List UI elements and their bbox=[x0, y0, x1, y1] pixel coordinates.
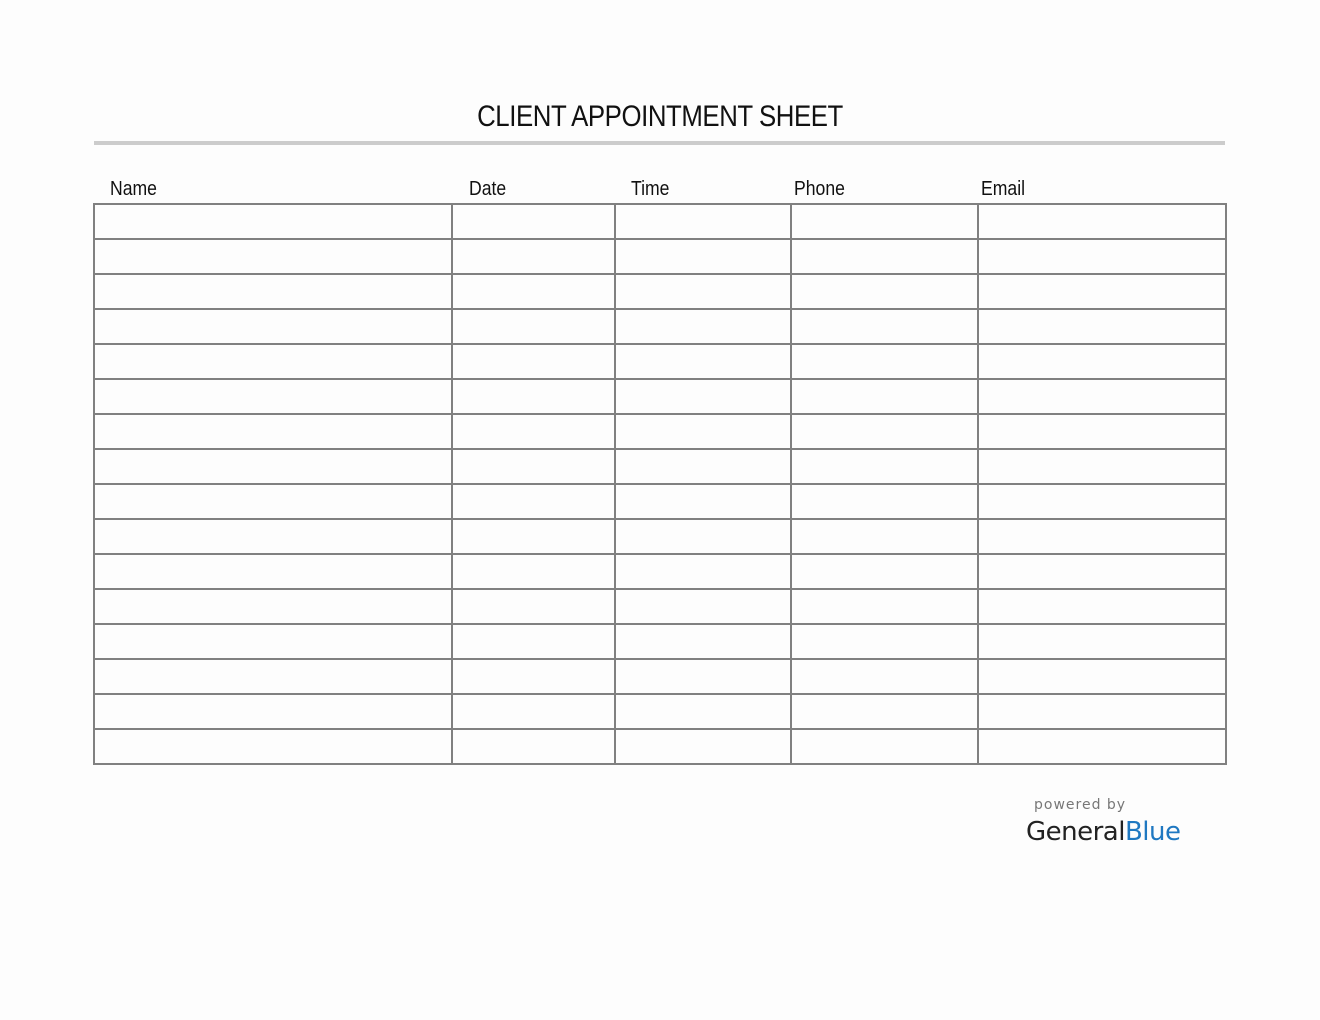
cell-date[interactable] bbox=[452, 589, 615, 624]
cell-date[interactable] bbox=[452, 659, 615, 694]
cell-date[interactable] bbox=[452, 344, 615, 379]
table-row bbox=[94, 694, 1226, 729]
brand-name-general: General bbox=[1026, 817, 1125, 847]
cell-name[interactable] bbox=[94, 729, 452, 764]
cell-date[interactable] bbox=[452, 729, 615, 764]
cell-email[interactable] bbox=[978, 484, 1226, 519]
cell-name[interactable] bbox=[94, 484, 452, 519]
column-header-phone: Phone bbox=[794, 178, 845, 200]
table-row bbox=[94, 344, 1226, 379]
table-row bbox=[94, 519, 1226, 554]
cell-phone[interactable] bbox=[791, 204, 978, 239]
table-row bbox=[94, 274, 1226, 309]
cell-name[interactable] bbox=[94, 239, 452, 274]
cell-name[interactable] bbox=[94, 414, 452, 449]
cell-name[interactable] bbox=[94, 309, 452, 344]
table-row bbox=[94, 729, 1226, 764]
cell-date[interactable] bbox=[452, 554, 615, 589]
cell-phone[interactable] bbox=[791, 414, 978, 449]
cell-time[interactable] bbox=[615, 239, 791, 274]
cell-phone[interactable] bbox=[791, 519, 978, 554]
cell-email[interactable] bbox=[978, 449, 1226, 484]
cell-phone[interactable] bbox=[791, 729, 978, 764]
cell-time[interactable] bbox=[615, 344, 791, 379]
cell-time[interactable] bbox=[615, 204, 791, 239]
brand-name bbox=[1026, 816, 1181, 848]
cell-name[interactable] bbox=[94, 694, 452, 729]
powered-by-label: powered by bbox=[1034, 797, 1127, 813]
cell-time[interactable] bbox=[615, 309, 791, 344]
cell-date[interactable] bbox=[452, 379, 615, 414]
cell-email[interactable] bbox=[978, 414, 1226, 449]
cell-time[interactable] bbox=[615, 694, 791, 729]
cell-date[interactable] bbox=[452, 449, 615, 484]
table-row bbox=[94, 309, 1226, 344]
cell-email[interactable] bbox=[978, 659, 1226, 694]
appointment-table bbox=[93, 203, 1227, 765]
cell-phone[interactable] bbox=[791, 274, 978, 309]
cell-phone[interactable] bbox=[791, 659, 978, 694]
cell-email[interactable] bbox=[978, 309, 1226, 344]
general-blue-logo bbox=[1026, 796, 1196, 852]
brand-name-blue: Blue bbox=[1124, 817, 1181, 847]
cell-name[interactable] bbox=[94, 659, 452, 694]
table-row bbox=[94, 239, 1226, 274]
cell-date[interactable] bbox=[452, 519, 615, 554]
appointment-table-body bbox=[94, 204, 1226, 764]
cell-name[interactable] bbox=[94, 274, 452, 309]
cell-time[interactable] bbox=[615, 554, 791, 589]
table-row bbox=[94, 554, 1226, 589]
cell-email[interactable] bbox=[978, 204, 1226, 239]
cell-date[interactable] bbox=[452, 274, 615, 309]
cell-name[interactable] bbox=[94, 554, 452, 589]
cell-name[interactable] bbox=[94, 589, 452, 624]
cell-time[interactable] bbox=[615, 414, 791, 449]
column-headers bbox=[0, 176, 1320, 202]
column-header-time: Time bbox=[631, 178, 670, 200]
cell-phone[interactable] bbox=[791, 484, 978, 519]
cell-time[interactable] bbox=[615, 589, 791, 624]
cell-time[interactable] bbox=[615, 484, 791, 519]
cell-email[interactable] bbox=[978, 379, 1226, 414]
cell-time[interactable] bbox=[615, 274, 791, 309]
cell-phone[interactable] bbox=[791, 344, 978, 379]
cell-date[interactable] bbox=[452, 239, 615, 274]
table-row bbox=[94, 414, 1226, 449]
table-row bbox=[94, 659, 1226, 694]
cell-phone[interactable] bbox=[791, 694, 978, 729]
cell-date[interactable] bbox=[452, 694, 615, 729]
column-header-date: Date bbox=[469, 178, 507, 200]
cell-date[interactable] bbox=[452, 309, 615, 344]
cell-email[interactable] bbox=[978, 239, 1226, 274]
cell-time[interactable] bbox=[615, 449, 791, 484]
cell-date[interactable] bbox=[452, 204, 615, 239]
cell-phone[interactable] bbox=[791, 554, 978, 589]
cell-name[interactable] bbox=[94, 204, 452, 239]
cell-phone[interactable] bbox=[791, 379, 978, 414]
cell-time[interactable] bbox=[615, 379, 791, 414]
table-row bbox=[94, 379, 1226, 414]
cell-name[interactable] bbox=[94, 344, 452, 379]
cell-phone[interactable] bbox=[791, 309, 978, 344]
cell-time[interactable] bbox=[615, 519, 791, 554]
cell-email[interactable] bbox=[978, 624, 1226, 659]
table-row bbox=[94, 449, 1226, 484]
cell-email[interactable] bbox=[978, 729, 1226, 764]
cell-email[interactable] bbox=[978, 344, 1226, 379]
cell-email[interactable] bbox=[978, 694, 1226, 729]
column-header-email: Email bbox=[981, 178, 1026, 200]
table-row bbox=[94, 484, 1226, 519]
cell-date[interactable] bbox=[452, 414, 615, 449]
cell-date[interactable] bbox=[452, 624, 615, 659]
cell-time[interactable] bbox=[615, 659, 791, 694]
column-header-name: Name bbox=[110, 178, 157, 200]
cell-name[interactable] bbox=[94, 624, 452, 659]
cell-phone[interactable] bbox=[791, 449, 978, 484]
cell-email[interactable] bbox=[978, 589, 1226, 624]
table-row bbox=[94, 624, 1226, 659]
cell-name[interactable] bbox=[94, 379, 452, 414]
table-row bbox=[94, 204, 1226, 239]
cell-phone[interactable] bbox=[791, 239, 978, 274]
cell-phone[interactable] bbox=[791, 624, 978, 659]
cell-email[interactable] bbox=[978, 554, 1226, 589]
cell-name[interactable] bbox=[94, 449, 452, 484]
table-row bbox=[94, 589, 1226, 624]
cell-date[interactable] bbox=[452, 484, 615, 519]
cell-name[interactable] bbox=[94, 519, 452, 554]
page-title: CLIENT APPOINTMENT SHEET bbox=[477, 100, 843, 133]
cell-email[interactable] bbox=[978, 274, 1226, 309]
title-divider bbox=[94, 141, 1225, 145]
cell-phone[interactable] bbox=[791, 589, 978, 624]
cell-time[interactable] bbox=[615, 729, 791, 764]
cell-email[interactable] bbox=[978, 519, 1226, 554]
cell-time[interactable] bbox=[615, 624, 791, 659]
